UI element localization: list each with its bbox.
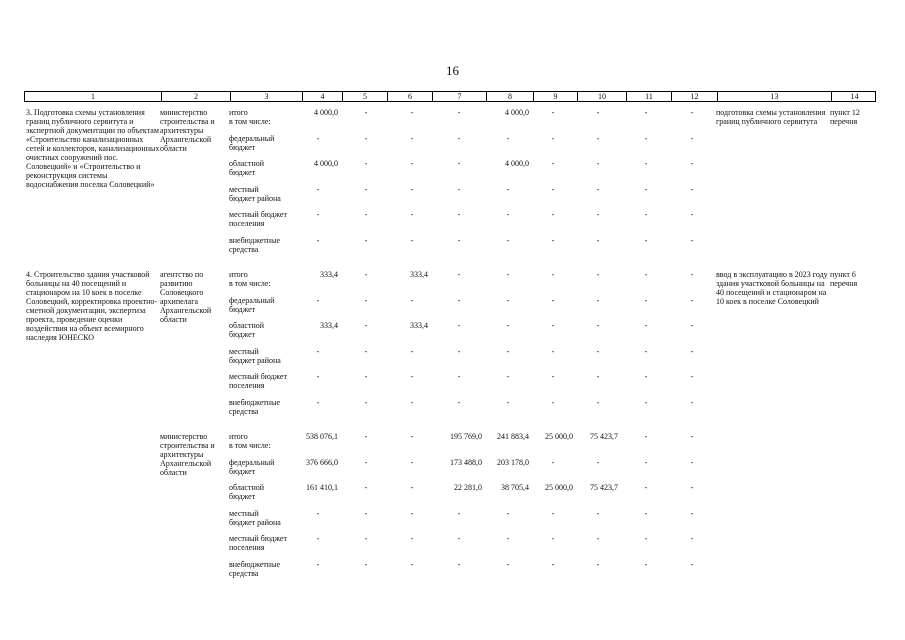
empty-value-dash: - <box>690 509 694 518</box>
funding-amount: 376 666,0 <box>306 458 338 467</box>
empty-value-dash: - <box>364 372 368 381</box>
empty-value-dash: - <box>644 458 648 467</box>
empty-value-dash: - <box>316 134 320 143</box>
empty-value-dash: - <box>690 134 694 143</box>
empty-value-dash: - <box>506 372 510 381</box>
empty-value-dash: - <box>364 560 368 569</box>
expected-result: подготовка схемы установления границ публичного сервитута <box>716 108 826 126</box>
empty-value-dash: - <box>410 509 414 518</box>
empty-value-dash: - <box>644 134 648 143</box>
list-reference: пункт 6 перечня <box>830 270 858 288</box>
empty-value-dash: - <box>457 210 461 219</box>
empty-value-dash: - <box>690 534 694 543</box>
empty-value-dash: - <box>316 347 320 356</box>
empty-value-dash: - <box>551 210 555 219</box>
header-col-3: 3 <box>230 92 302 101</box>
header-col-8: 8 <box>486 92 533 101</box>
empty-value-dash: - <box>596 236 600 245</box>
empty-value-dash: - <box>364 534 368 543</box>
budget-source-label: федеральный бюджет <box>229 296 275 314</box>
empty-value-dash: - <box>506 534 510 543</box>
empty-value-dash: - <box>364 159 368 168</box>
executor-name: министерство строительства и архитектуры Архангельской области <box>160 432 215 477</box>
budget-source-label: федеральный бюджет <box>229 134 275 152</box>
empty-value-dash: - <box>644 185 648 194</box>
header-col-6: 6 <box>387 92 432 101</box>
empty-value-dash: - <box>644 372 648 381</box>
empty-value-dash: - <box>410 134 414 143</box>
empty-value-dash: - <box>690 296 694 305</box>
empty-value-dash: - <box>457 560 461 569</box>
empty-value-dash: - <box>316 296 320 305</box>
empty-value-dash: - <box>364 398 368 407</box>
header-col-4: 4 <box>302 92 342 101</box>
expected-result: ввод в эксплуатацию в 2023 году здания участковой больницы на 40 посещений и стационаром на 10 коек в поселке Соловецкий <box>716 270 828 306</box>
header-col-2: 2 <box>161 92 230 101</box>
empty-value-dash: - <box>644 509 648 518</box>
budget-source-label: областной бюджет <box>229 483 265 501</box>
empty-value-dash: - <box>410 372 414 381</box>
funding-amount: 4 000,0 <box>505 108 529 117</box>
empty-value-dash: - <box>690 210 694 219</box>
empty-value-dash: - <box>316 534 320 543</box>
empty-value-dash: - <box>457 372 461 381</box>
funding-amount: 333,4 <box>410 270 428 279</box>
funding-amount: 25 000,0 <box>545 432 573 441</box>
empty-value-dash: - <box>596 398 600 407</box>
empty-value-dash: - <box>596 534 600 543</box>
empty-value-dash: - <box>410 347 414 356</box>
empty-value-dash: - <box>690 560 694 569</box>
budget-source-label: местный бюджет поселения <box>229 534 287 552</box>
empty-value-dash: - <box>551 185 555 194</box>
budget-source-label: областной бюджет <box>229 321 265 339</box>
empty-value-dash: - <box>690 159 694 168</box>
empty-value-dash: - <box>316 185 320 194</box>
empty-value-dash: - <box>596 321 600 330</box>
funding-amount: 173 488,0 <box>450 458 482 467</box>
empty-value-dash: - <box>551 560 555 569</box>
empty-value-dash: - <box>410 560 414 569</box>
empty-value-dash: - <box>644 321 648 330</box>
funding-amount: 333,4 <box>410 321 428 330</box>
empty-value-dash: - <box>506 270 510 279</box>
empty-value-dash: - <box>457 534 461 543</box>
empty-value-dash: - <box>506 560 510 569</box>
empty-value-dash: - <box>690 236 694 245</box>
empty-value-dash: - <box>364 432 368 441</box>
funding-amount: 195 769,0 <box>450 432 482 441</box>
empty-value-dash: - <box>690 108 694 117</box>
empty-value-dash: - <box>551 372 555 381</box>
budget-source-label: внебюджетные средства <box>229 236 280 254</box>
header-col-9: 9 <box>533 92 577 101</box>
budget-source-label: внебюджетные средства <box>229 398 280 416</box>
empty-value-dash: - <box>364 270 368 279</box>
funding-amount: 4 000,0 <box>314 159 338 168</box>
empty-value-dash: - <box>690 270 694 279</box>
empty-value-dash: - <box>551 134 555 143</box>
empty-value-dash: - <box>690 483 694 492</box>
funding-amount: 4 000,0 <box>314 108 338 117</box>
header-col-1: 1 <box>91 92 95 101</box>
header-col-14: 14 <box>831 92 877 101</box>
header-col-10: 10 <box>577 92 626 101</box>
empty-value-dash: - <box>644 398 648 407</box>
executor-name: агентство по развитию Соловецкого архипелага Архангельской области <box>160 270 212 324</box>
header-col-7: 7 <box>432 92 486 101</box>
budget-source-label: итого в том числе: <box>229 432 271 450</box>
empty-value-dash: - <box>316 398 320 407</box>
empty-value-dash: - <box>410 483 414 492</box>
empty-value-dash: - <box>690 432 694 441</box>
empty-value-dash: - <box>410 398 414 407</box>
empty-value-dash: - <box>690 372 694 381</box>
budget-source-label: федеральный бюджет <box>229 458 275 476</box>
empty-value-dash: - <box>596 509 600 518</box>
empty-value-dash: - <box>644 296 648 305</box>
empty-value-dash: - <box>506 398 510 407</box>
budget-source-label: итого в том числе: <box>229 108 271 126</box>
empty-value-dash: - <box>596 458 600 467</box>
empty-value-dash: - <box>364 296 368 305</box>
funding-amount: 241 883,4 <box>497 432 529 441</box>
empty-value-dash: - <box>551 509 555 518</box>
empty-value-dash: - <box>410 210 414 219</box>
empty-value-dash: - <box>316 236 320 245</box>
empty-value-dash: - <box>644 347 648 356</box>
list-reference: пункт 12 перечня <box>830 108 860 126</box>
empty-value-dash: - <box>596 560 600 569</box>
empty-value-dash: - <box>410 432 414 441</box>
empty-value-dash: - <box>506 296 510 305</box>
empty-value-dash: - <box>457 296 461 305</box>
budget-source-label: итого в том числе: <box>229 270 271 288</box>
empty-value-dash: - <box>551 236 555 245</box>
budget-source-label: местный бюджет района <box>229 185 281 203</box>
empty-value-dash: - <box>410 458 414 467</box>
empty-value-dash: - <box>410 236 414 245</box>
budget-source-label: внебюджетные средства <box>229 560 280 578</box>
empty-value-dash: - <box>457 270 461 279</box>
empty-value-dash: - <box>596 159 600 168</box>
empty-value-dash: - <box>551 159 555 168</box>
empty-value-dash: - <box>644 483 648 492</box>
empty-value-dash: - <box>551 270 555 279</box>
funding-amount: 75 423,7 <box>590 432 618 441</box>
header-col-11: 11 <box>626 92 671 101</box>
budget-source-label: областной бюджет <box>229 159 265 177</box>
empty-value-dash: - <box>690 321 694 330</box>
empty-value-dash: - <box>506 347 510 356</box>
empty-value-dash: - <box>551 108 555 117</box>
empty-value-dash: - <box>551 458 555 467</box>
table-header <box>24 91 876 102</box>
empty-value-dash: - <box>551 347 555 356</box>
header-col-12: 12 <box>671 92 717 101</box>
empty-value-dash: - <box>506 134 510 143</box>
funding-amount: 161 410,1 <box>306 483 338 492</box>
empty-value-dash: - <box>457 509 461 518</box>
empty-value-dash: - <box>410 108 414 117</box>
empty-value-dash: - <box>596 296 600 305</box>
empty-value-dash: - <box>551 296 555 305</box>
empty-value-dash: - <box>644 270 648 279</box>
empty-value-dash: - <box>364 134 368 143</box>
budget-source-label: местный бюджет района <box>229 347 281 365</box>
empty-value-dash: - <box>410 296 414 305</box>
empty-value-dash: - <box>690 185 694 194</box>
funding-amount: 4 000,0 <box>505 159 529 168</box>
measure-name: 4. Строительство здания участковой больницы на 40 посещений и стационаром на 10 коек в поселке Соловецкий, корректировка проектно-сметной документации, экспертиза проекта, проведение оценки воздействия на объект всемирного наследия ЮНЕСКО <box>26 270 158 342</box>
empty-value-dash: - <box>364 321 368 330</box>
funding-amount: 25 000,0 <box>545 483 573 492</box>
empty-value-dash: - <box>596 134 600 143</box>
empty-value-dash: - <box>364 509 368 518</box>
page-number: 16 <box>446 63 459 78</box>
budget-source-label: местный бюджет поселения <box>229 372 287 390</box>
empty-value-dash: - <box>316 509 320 518</box>
funding-amount: 333,4 <box>320 270 338 279</box>
empty-value-dash: - <box>316 210 320 219</box>
budget-source-label: местный бюджет района <box>229 509 281 527</box>
budget-source-label: местный бюджет поселения <box>229 210 287 228</box>
empty-value-dash: - <box>364 483 368 492</box>
empty-value-dash: - <box>410 185 414 194</box>
funding-amount: 333,4 <box>320 321 338 330</box>
empty-value-dash: - <box>457 108 461 117</box>
empty-value-dash: - <box>316 372 320 381</box>
empty-value-dash: - <box>457 398 461 407</box>
empty-value-dash: - <box>551 398 555 407</box>
empty-value-dash: - <box>457 321 461 330</box>
empty-value-dash: - <box>644 159 648 168</box>
funding-amount: 203 178,0 <box>497 458 529 467</box>
empty-value-dash: - <box>506 236 510 245</box>
empty-value-dash: - <box>457 347 461 356</box>
empty-value-dash: - <box>644 108 648 117</box>
empty-value-dash: - <box>644 236 648 245</box>
funding-amount: 538 076,1 <box>306 432 338 441</box>
funding-amount: 22 281,0 <box>454 483 482 492</box>
empty-value-dash: - <box>457 236 461 245</box>
empty-value-dash: - <box>596 372 600 381</box>
empty-value-dash: - <box>364 210 368 219</box>
empty-value-dash: - <box>690 398 694 407</box>
empty-value-dash: - <box>410 159 414 168</box>
empty-value-dash: - <box>506 210 510 219</box>
empty-value-dash: - <box>644 432 648 441</box>
empty-value-dash: - <box>551 534 555 543</box>
empty-value-dash: - <box>596 347 600 356</box>
empty-value-dash: - <box>644 210 648 219</box>
empty-value-dash: - <box>690 458 694 467</box>
empty-value-dash: - <box>644 534 648 543</box>
empty-value-dash: - <box>596 210 600 219</box>
empty-value-dash: - <box>457 134 461 143</box>
empty-value-dash: - <box>506 185 510 194</box>
funding-amount: 38 705,4 <box>501 483 529 492</box>
empty-value-dash: - <box>596 270 600 279</box>
empty-value-dash: - <box>596 108 600 117</box>
empty-value-dash: - <box>506 509 510 518</box>
empty-value-dash: - <box>506 321 510 330</box>
header-col-13: 13 <box>717 92 831 101</box>
empty-value-dash: - <box>690 347 694 356</box>
header-col-5: 5 <box>342 92 387 101</box>
empty-value-dash: - <box>596 185 600 194</box>
empty-value-dash: - <box>551 321 555 330</box>
empty-value-dash: - <box>364 236 368 245</box>
executor-name: министерство строительства и архитектуры Архангельской области <box>160 108 215 153</box>
empty-value-dash: - <box>316 560 320 569</box>
empty-value-dash: - <box>364 458 368 467</box>
empty-value-dash: - <box>364 185 368 194</box>
empty-value-dash: - <box>410 534 414 543</box>
empty-value-dash: - <box>364 108 368 117</box>
empty-value-dash: - <box>457 185 461 194</box>
empty-value-dash: - <box>364 347 368 356</box>
empty-value-dash: - <box>457 159 461 168</box>
measure-name: 3. Подготовка схемы установления границ публичного сервитута и экспертной документации по объектам «Строительство канализационных сетей и коллекторов, канализационных очистных сооружений пос. Соловецкий» и «Строительство и реконструкция системы водоснабжения поселка Соловецкий» <box>26 108 160 189</box>
funding-amount: 75 423,7 <box>590 483 618 492</box>
empty-value-dash: - <box>644 560 648 569</box>
